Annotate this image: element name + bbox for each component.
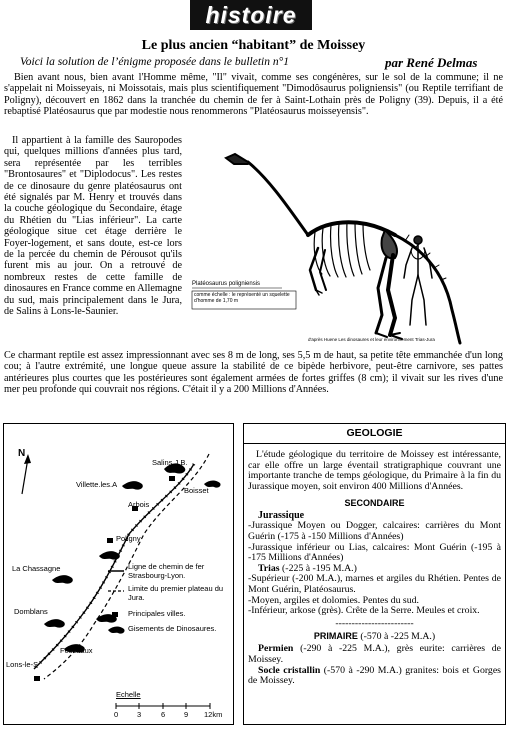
scale-label: Echelle: [116, 690, 141, 699]
section-banner: [190, 0, 312, 30]
jurassique-heading: Jurassique: [258, 510, 305, 522]
map-place-lons-le-saunier: Lons-le-S: [6, 660, 39, 669]
permien-text: (-290 à -225 M.A.), grès eurite: carrières de Moissey.: [248, 643, 502, 665]
left-column: [4, 135, 182, 318]
dinosaur-sites-map: [3, 423, 234, 725]
trias-label: Trias: [258, 562, 280, 574]
left-column-paragraph: Il appartient à la famille des Sauropodes qui, quelques millions d'années plus tard, sera représentée par les terribles "Brontosaures" et "Diplodocus". Les restes de ce dinosaure du genre platéosaurus ont été signalés par M. Henry et trouvés dans la couche géologique du Secondaire, étage du Rhétien du "Lias inférieur". La carte géologique situe cet étage derrière le Foyer-logement, et sans doute, est-ce lors de la percée du chemin de Pérousot qu'ils furent mis au jour. On a retrouvé de nombreux restes de cette famille de dinosaures en France comme en Allemagne du sud, mais principalement dans le Jura, de Salins à Lons-le-Saunier.: [4, 135, 182, 318]
trias-line: -Inférieur, arkose (grès). Crête de la Serre. Meules et croix.: [248, 605, 480, 617]
map-place-salins: Salins J.B.: [152, 458, 188, 467]
map-place-la-chassagne: La Chassagne: [12, 564, 61, 573]
socle-label: Socle cristallin: [258, 664, 321, 676]
north-label: N: [18, 448, 26, 459]
geology-box: [243, 423, 506, 725]
figure-credit: d'après Huene Les dinosaures et leur environnement Trias-Jura: [308, 337, 435, 342]
legend-towns: Principales villes.: [128, 609, 186, 618]
map-place-boisset: Boisset: [184, 486, 209, 495]
geology-heading: GEOLOGIE: [244, 424, 505, 444]
jurassique-line: -Jurassique inférieur ou Lias, calcaires: Mont Guérin (-195 à -175 Millions d'Années): [248, 541, 501, 564]
scale-tick-9: 9: [184, 710, 189, 719]
legend-rail: Ligne de chemin de fer Strasbourg-Lyon.: [128, 562, 205, 580]
trias-line: -Supérieur (-200 M.A.), marnes et argiles du Rhétien. Pentes de Mont Guérin, Platéosaurus.: [248, 573, 501, 595]
map-place-poligny: Poligny: [116, 534, 141, 543]
intro-paragraph: Bien avant nous, bien avant l'Homme même, "Il" vivait, comme ses congénères, sur le sol de la commune; il ne s'appelait ni Moisseyais, ni Moissotais, mais plus scientifiquement "Dimodôsaurus poligniensis" (ou Reptile terrifiant de Poligny), découvert en 1862 dans la tranchée du chemin de fer à Saint-Lothain près de Poligny (39). Depuis, il a été rebaptisé Platéosaurus que par modestie nous renommerons "Platéosaurus moisseyensis".: [4, 72, 503, 118]
map-place-domblans: Domblans: [14, 607, 48, 616]
legend-plateau: Limite du premier plateau du Jura.: [128, 584, 224, 602]
jurassique-line: -Jurassique Moyen ou Dogger, calcaires: carrières du Mont Guérin (-175 à -150 Millions d'Années): [248, 520, 501, 542]
trias-line: -Moyen, argiles et dolomies. Pentes du sud.: [248, 594, 419, 606]
banner-text: histoire: [205, 1, 297, 28]
article-subtitle: Voici la solution de l’énigme proposée dans le bulletin n°1: [20, 56, 289, 68]
socle-text: (-570 à -290 M.A.) granites: bois et Gorges de Moissey.: [248, 664, 501, 687]
platosaurus-skeleton-figure: [190, 140, 504, 345]
secondaire-heading: SECONDAIRE: [344, 498, 405, 509]
trias-range: (-225 à -195 M.A.): [282, 562, 357, 574]
scale-tick-0: 0: [114, 710, 119, 719]
legend-deposits: Gisements de Dinosaures.: [128, 624, 217, 633]
figure-label: Platéosaurus poligniensis: [192, 281, 261, 287]
geology-intro: L'étude géologique du territoire de Moissey est intéressante, car elle offre un large éventail stratigraphique couvrant une importante tranche de temps géologique, du Primaire à la fin du Jurassique moyen, soit environ 400 Millions d'Années.: [248, 449, 501, 492]
article-author: par René Delmas: [385, 55, 478, 70]
permien-label: Permien: [258, 643, 294, 655]
map-place-villette: Villette.les.A: [76, 480, 118, 489]
description-paragraph: Ce charmant reptile est assez impressionnant avec ses 8 m de long, ses 5,5 m de haut, sa petite tête emmanchée d'un long cou; à l'autre extrémité, une longue queue assure la stabilité de ce bipède herbivore, peut-être carnivore, ses pattes antérieures plus courtes que les postérieures sont également armées de fortes griffes (8 cm); il vivait sur les rives d'une mer peu profonde qui couvrait nos régions. C'était il y a 200 Millions d'Années.: [4, 350, 503, 396]
map-place-feschaux: Feschaux: [60, 646, 93, 655]
primaire-range: (-570 à -225 M.A.): [360, 630, 436, 642]
section-divider: ------------------------: [335, 617, 414, 629]
scale-tick-6: 6: [161, 710, 166, 719]
figure-scale-note: comme échelle : le représenté un squelette d'homme de 1,70 m: [194, 292, 290, 304]
scale-tick-3: 3: [137, 710, 142, 719]
article-title: Le plus ancien “habitant” de Moissey: [141, 38, 366, 53]
map-place-arbois: Arbois: [128, 500, 150, 509]
scale-tick-12: 12km: [204, 710, 223, 719]
primaire-heading: PRIMAIRE: [313, 630, 358, 641]
